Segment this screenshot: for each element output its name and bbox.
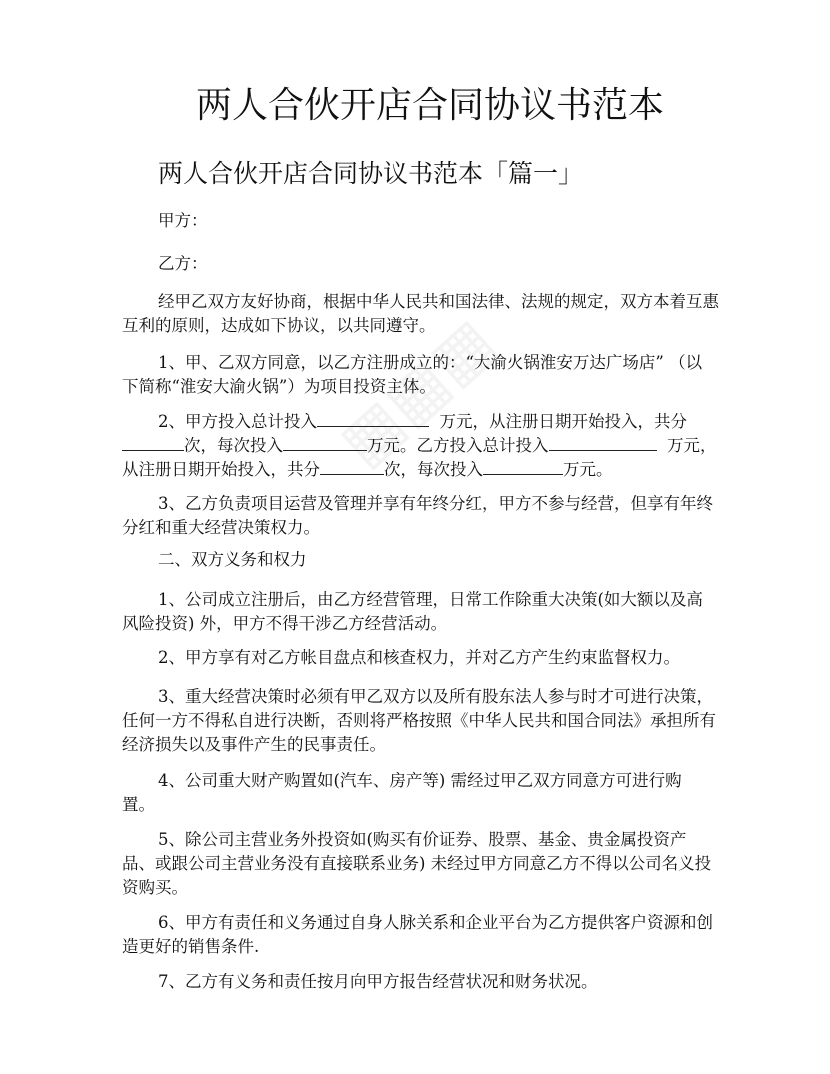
section-2-heading: 二、双方义务和权力 xyxy=(158,550,307,569)
duty-5-line: 品、或跟公司主营业务没有直接联系业务) 未经过甲方同意乙方不得以公司名义投 xyxy=(122,854,712,873)
clause-2-text: 万元。 xyxy=(563,460,613,479)
duty-2-line: 2、甲方享有对乙方帐目盘点和核查权力，并对乙方产生约束监督权力。 xyxy=(158,648,680,667)
duty-1-line: 风险投资) 外，甲方不得干涉乙方经营活动。 xyxy=(122,614,448,633)
count-blank xyxy=(320,458,384,475)
intro-line: 互利的原则，达成如下协议，以共同遵守。 xyxy=(122,316,436,335)
clause-2-text: 从注册日期开始投入，共分 xyxy=(122,460,320,479)
section-heading: 两人合伙开店合同协议书范本「篇一」 xyxy=(158,159,584,188)
clause-2-text: 万元，从注册日期开始投入，共分 xyxy=(439,412,687,431)
amount-blank xyxy=(483,458,563,475)
amount-blank xyxy=(283,434,367,451)
duty-5-line: 5、除公司主营业务外投资如(购买有价证券、股票、基金、贵金属投资产 xyxy=(158,830,687,849)
clause-2-line xyxy=(158,410,687,432)
clause-2-text: 万元， xyxy=(667,436,717,455)
intro-line: 经甲乙双方友好协商，根据中华人民共和国法律、法规的规定，双方本着互惠 xyxy=(158,292,719,311)
duty-4-line: 4、公司重大财产购置如(汽车、房产等) 需经过甲乙双方同意方可进行购 xyxy=(158,771,682,790)
duty-5-line: 资购买。 xyxy=(122,878,188,897)
duty-3-line: 任何一方不得私自进行决断，否则将严格按照《中华人民共和国合同法》承担所有 xyxy=(122,711,716,730)
clause-1-line: 下简称“淮安大渝火锅”）为项目投资主体。 xyxy=(122,377,436,396)
amount-blank xyxy=(549,434,657,451)
duty-6-line: 造更好的销售条件. xyxy=(122,937,260,956)
count-blank xyxy=(122,434,184,451)
document-title: 两人合伙开店合同协议书范本 xyxy=(195,85,664,126)
clause-2-text: 次，每次投入 xyxy=(384,460,483,479)
clause-3-line: 3、乙方负责项目运营及管理并享有年终分红，甲方不参与经营，但享有年终 xyxy=(158,494,713,513)
duty-4-line: 置。 xyxy=(122,795,155,814)
clause-3-line: 分红和重大经营决策权力。 xyxy=(122,518,320,537)
clause-2-line xyxy=(122,434,717,456)
party-a-label: 甲方： xyxy=(158,211,208,230)
clause-2-text: 次，每次投入 xyxy=(184,436,283,455)
clause-2-text: 万元。乙方投入总计投入 xyxy=(367,436,549,455)
duty-3-line: 经济损失以及事件产生的民事责任。 xyxy=(122,735,386,754)
party-b-label: 乙方： xyxy=(158,254,208,273)
duty-3-line: 3、重大经营决策时必须有甲乙双方以及所有股东法人参与时才可进行决策， xyxy=(158,687,713,706)
clause-2-text: 2、甲方投入总计投入 xyxy=(158,412,317,431)
amount-blank xyxy=(317,410,429,427)
clause-1-line: 1、甲、乙双方同意，以乙方注册成立的：“大渝火锅淮安万达广场店” （以 xyxy=(158,353,703,372)
duty-6-line: 6、甲方有责任和义务通过自身人脉关系和企业平台为乙方提供客户资源和创 xyxy=(158,913,713,932)
duty-7-line: 7、乙方有义务和责任按月向甲方报告经营状况和财务状况。 xyxy=(158,972,598,991)
duty-1-line: 1、公司成立注册后，由乙方经营管理，日常工作除重大决策(如大额以及高 xyxy=(158,590,703,609)
clause-2-line xyxy=(122,458,613,480)
